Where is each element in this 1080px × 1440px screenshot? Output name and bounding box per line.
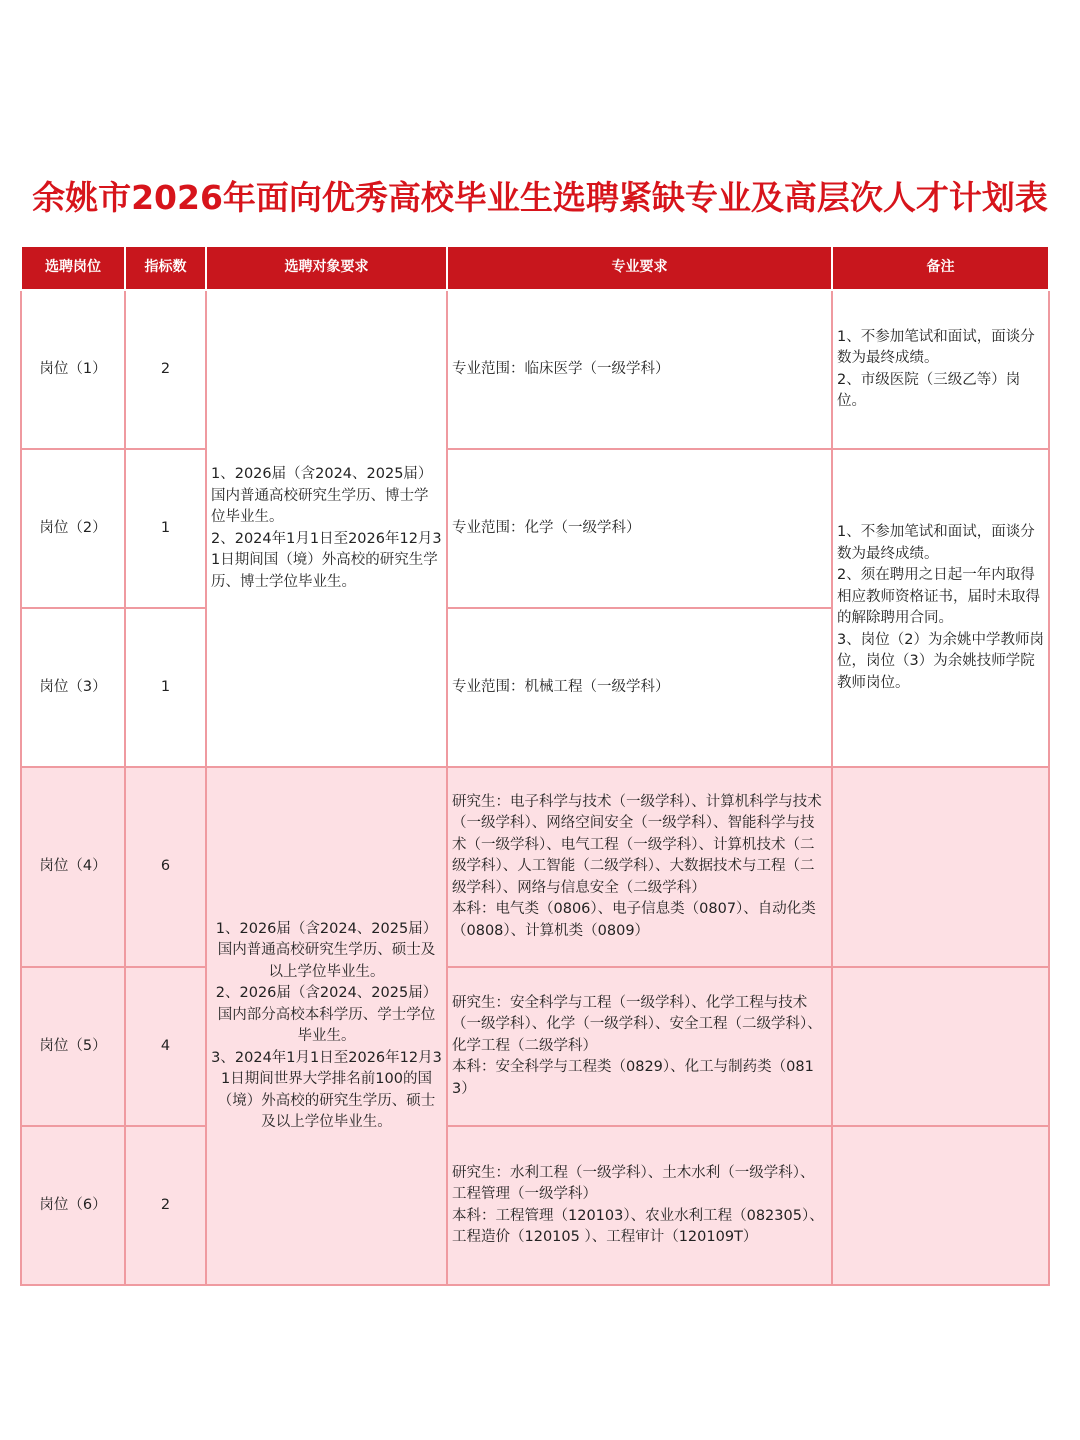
count-cell: 1 (125, 449, 206, 608)
major-line: 本科：电气类（0806）、电子信息类（0807）、自动化类（0808）、计算机类（0809） (452, 901, 816, 939)
recruitment-plan-table (20, 245, 1050, 1286)
major-cell (447, 767, 832, 967)
major-line: 本科：工程管理（120103）、农业水利工程（082305）、工程造价（120105 ）、工程审计（120109T） (452, 1207, 824, 1245)
major-line: 研究生：水利工程（一级学科）、土木水利（一级学科）、工程管理（一级学科） (452, 1164, 815, 1202)
major-cell (447, 1126, 832, 1285)
notes-cell (832, 1126, 1049, 1285)
count-cell: 4 (125, 967, 206, 1126)
header-major-requirements: 专业要求 (447, 246, 832, 290)
table-row (21, 767, 1049, 967)
position-cell: 岗位（2） (21, 449, 125, 608)
count-cell: 6 (125, 767, 206, 967)
target-line: 2、2024年1月1日至2026年12月31日期间国（境）外高校的研究生学历、博士学位毕业生。 (211, 530, 442, 590)
major-cell (447, 967, 832, 1126)
page-title: 余姚市2026年面向优秀高校毕业生选聘紧缺专业及高层次人才计划表 (32, 178, 1048, 217)
position-cell: 岗位（5） (21, 967, 125, 1126)
notes-cell (832, 290, 1049, 449)
note-line: 3、岗位（2）为余姚中学教师岗位，岗位（3）为余姚技师学院教师岗位。 (837, 631, 1044, 691)
major-cell (447, 290, 832, 449)
note-line: 1、不参加笔试和面试，面谈分数为最终成绩。 (837, 328, 1035, 366)
table-row (21, 1126, 1049, 1285)
target-line: 1、2026届（含2024、2025届）国内普通高校研究生学历、硕士及以上学位毕业生。 (215, 920, 438, 980)
target-line: 2、2026届（含2024、2025届）国内部分高校本科学历、学士学位毕业生。 (215, 985, 438, 1044)
target-line: 1、2026届（含2024、2025届）国内普通高校研究生学历、博士学位毕业生。 (211, 466, 433, 525)
major-cell (447, 449, 832, 608)
position-cell: 岗位（4） (21, 767, 125, 967)
table-header-row (21, 246, 1049, 290)
position-cell: 岗位（3） (21, 608, 125, 767)
header-count: 指标数 (125, 246, 206, 290)
header-target-requirements: 选聘对象要求 (206, 246, 447, 290)
table-row (21, 290, 1049, 449)
count-cell: 1 (125, 608, 206, 767)
note-line: 1、不参加笔试和面试，面谈分数为最终成绩。 (837, 524, 1035, 562)
header-position: 选聘岗位 (21, 246, 125, 290)
notes-cell (832, 449, 1049, 767)
note-line: 2、市级医院（三级乙等）岗位。 (837, 371, 1021, 409)
position-cell: 岗位（1） (21, 290, 125, 449)
table-row (21, 449, 1049, 608)
target-line: 3、2024年1月1日至2026年12月31日期间世界大学排名前100的国（境）外高校的研究生学历、硕士及以上学位毕业生。 (211, 1049, 442, 1130)
count-cell: 2 (125, 1126, 206, 1285)
header-notes: 备注 (832, 246, 1049, 290)
count-cell: 2 (125, 290, 206, 449)
major-line: 本科：安全科学与工程类（0829）、化工与制药类（0813） (452, 1059, 814, 1097)
position-cell: 岗位（6） (21, 1126, 125, 1285)
major-line: 专业范围：机械工程（一级学科） (452, 678, 670, 695)
major-line: 专业范围：临床医学（一级学科） (452, 360, 670, 377)
notes-cell (832, 967, 1049, 1126)
major-line: 研究生：安全科学与工程（一级学科）、化学工程与技术（一级学科）、化学（一级学科）、安全工程（二级学科）、化学工程（二级学科） (452, 994, 822, 1054)
note-line: 2、须在聘用之日起一年内取得相应教师资格证书，届时未取得的解除聘用合同。 (837, 567, 1040, 626)
table-row (21, 967, 1049, 1126)
major-line: 专业范围：化学（一级学科） (452, 519, 641, 536)
major-line: 研究生：电子科学与技术（一级学科）、计算机科学与技术（一级学科）、网络空间安全（一级学科）、智能科学与技术（一级学科）、电气工程（一级学科）、计算机技术（二级学科）、人工智能（二级学科）、大数据技术与工程（二级学科）、网络与信息安全（二级学科） (452, 793, 822, 896)
target-requirements-cell (206, 290, 447, 767)
notes-cell (832, 767, 1049, 967)
major-cell (447, 608, 832, 767)
target-requirements-cell (206, 767, 447, 1285)
